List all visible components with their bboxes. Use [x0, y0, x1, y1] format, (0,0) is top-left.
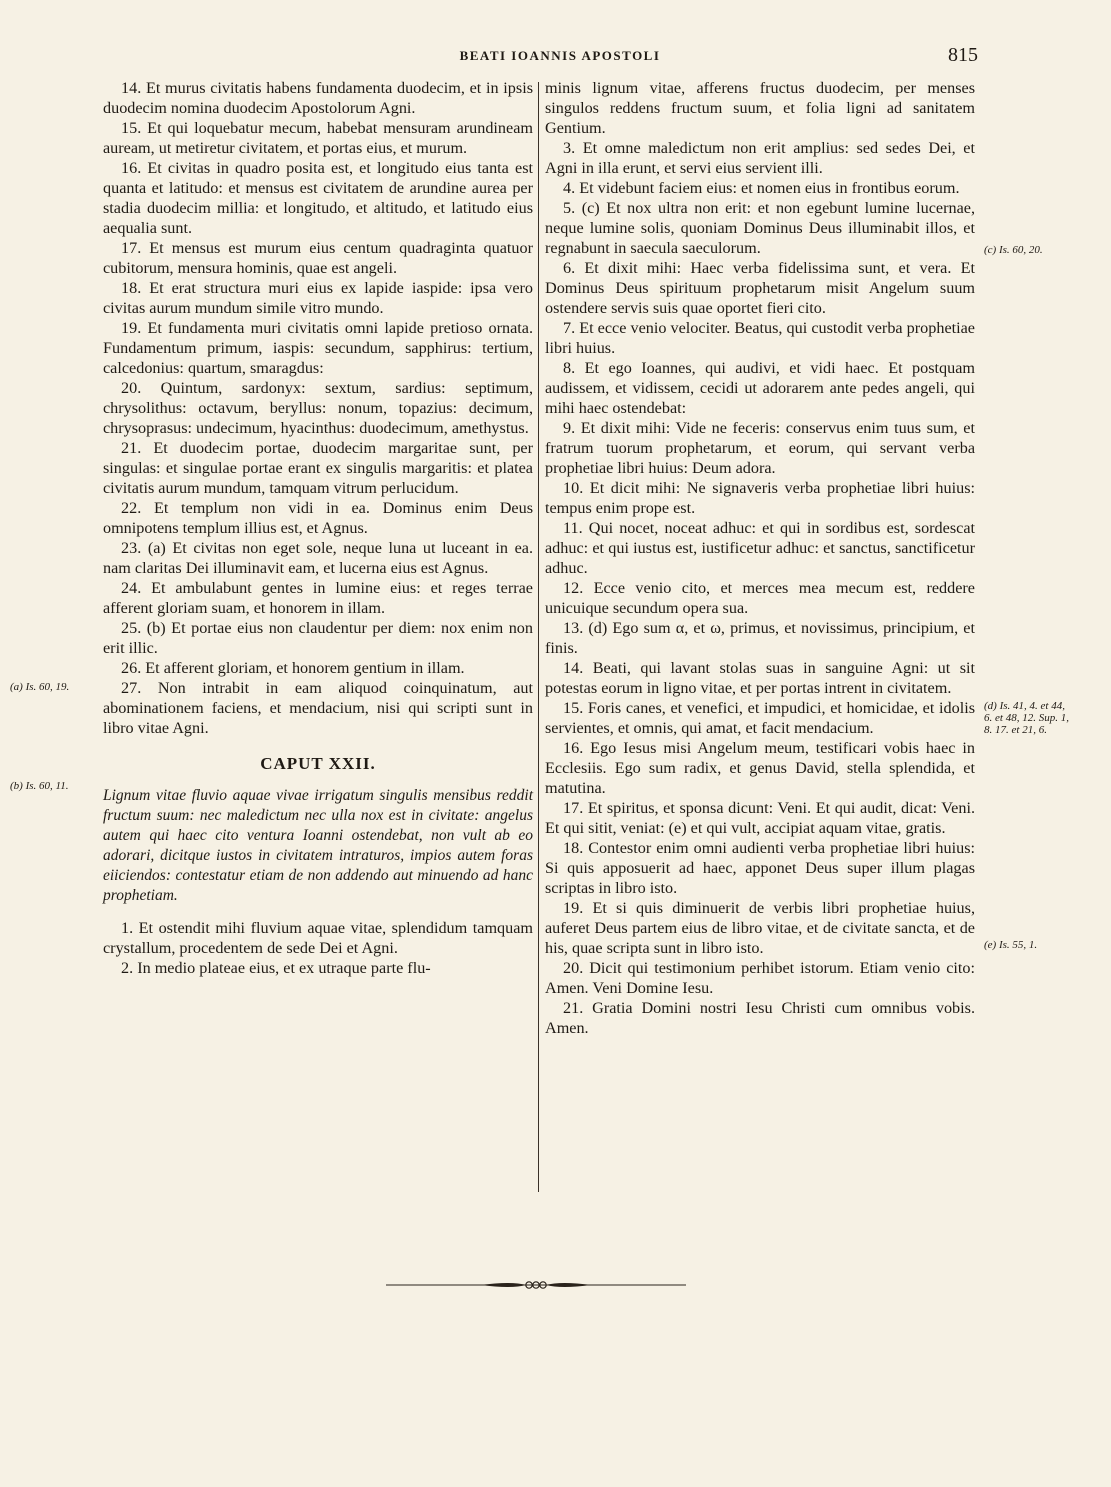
- verse: 27. Non intrabit in eam aliquod coinquinatum, aut abominationem faciens, et mendacium, nisi qui scripti sunt in libro vitae Agni.: [103, 679, 533, 737]
- running-header: BEATI IOANNIS APOSTOLI: [459, 48, 661, 63]
- chapter-summary: Lignum vitae fluvio aquae vivae irrigatum singulis mensibus reddit fructum suum: nec maledictum nec ulla nox est in civitate: angelus autem qui haec cito ventura Ioanni ostendebat, non vult ab eo adorari, dicitque iustos in civitatem intraturos, impios autem foras eiiciendos: contestatur etiam de non addendo aut minuendo ad hanc prophetiam.: [103, 787, 533, 904]
- verse: 26. Et afferent gloriam, et honorem gentium in illam.: [121, 659, 465, 677]
- verse: 12. Ecce venio cito, et merces mea mecum est, reddere unicuique secundum opera sua.: [545, 579, 975, 617]
- verse-continuation: minis lignum vitae, afferens fructus duodecim, per menses singulos reddens fructum suum, et folia ligni ad sanitatem Gentium.: [545, 79, 975, 137]
- margin-note-a: (a) Is. 60, 19.: [10, 681, 70, 693]
- verse: 1. Et ostendit mihi fluvium aquae vitae, splendidum tamquam crystallum, procedentem de sede Dei et Agni.: [103, 919, 533, 957]
- verse: 20. Quintum, sardonyx: sextum, sardius: septimum, chrysolithus: octavum, beryllus: nonum, topazius: decimum, chrysoprasus: undecimum, hyacinthus: duodecimum, amethystus.: [103, 379, 533, 437]
- verse: 16. Et civitas in quadro posita est, et longitudo eius tanta est quanta et latitudo: et mensus est civitatem de arundine aurea per stadia duodecim millia: et longitudo, et altitudo, et latitudo eius aequalia sunt.: [103, 159, 533, 237]
- verse: 2. In medio plateae eius, et ex utraque parte flu-: [121, 959, 431, 977]
- verse: 16. Ego Iesus misi Angelum meum, testificari vobis haec in Ecclesiis. Ego sum radix, et genus David, stella splendida, et matutina.: [545, 739, 975, 797]
- verse: 7. Et ecce venio velociter. Beatus, qui custodit verba prophetiae libri huius.: [545, 319, 975, 357]
- verse: 23. (a) Et civitas non eget sole, neque luna ut luceant in ea. nam claritas Dei illuminavit eam, et lucerna eius est Agnus.: [103, 539, 533, 577]
- verse: 20. Dicit qui testimonium perhibet istorum. Etiam venio cito: Amen. Veni Domine Iesu.: [545, 959, 975, 997]
- verse: 14. Beati, qui lavant stolas suas in sanguine Agni: ut sit potestas eorum in ligno vitae, et per portas intrent in civitatem.: [545, 659, 975, 697]
- verse: 17. Et mensus est murum eius centum quadraginta quatuor cubitorum, mensura hominis, quae est angeli.: [103, 239, 533, 277]
- margin-note-e: (e) Is. 55, 1.: [984, 939, 1038, 951]
- verse: 15. Foris canes, et venefici, et impudici, et homicidae, et idolis servientes, et omnis, qui amat, et facit mendacium.: [545, 699, 975, 737]
- verse: 11. Qui nocet, noceat adhuc: et qui in sordibus est, sordescat adhuc: et qui iustus est, iustificetur adhuc: et sanctus, sanctificetur adhuc.: [545, 519, 975, 577]
- verse: 9. Et dixit mihi: Vide ne feceris: conservus enim tuus sum, et fratrum tuorum prophetarum, et eorum, qui servant verba prophetiae libri huius: Deum adora.: [545, 419, 975, 477]
- verse: 10. Et dicit mihi: Ne signaveris verba prophetiae libri huius: tempus enim prope est.: [545, 479, 975, 517]
- end-ornament: [386, 1278, 686, 1292]
- verse: 18. Et erat structura muri eius ex lapide iaspide: ipsa vero civitas aurum mundum simile vitro mundo.: [103, 279, 533, 317]
- verse: 22. Et templum non vidi in ea. Dominus enim Deus omnipotens templum illius est, et Agnus.: [103, 499, 533, 537]
- verse: 25. (b) Et portae eius non claudentur per diem: nox enim non erit illic.: [103, 619, 533, 657]
- margin-note-c: (c) Is. 60, 20.: [984, 244, 1043, 256]
- verse: 8. Et ego Ioannes, qui audivi, et vidi haec. Et postquam audissem, et vidissem, cecidi ut adorarem ante pedes angeli, qui mihi haec ostendebat:: [545, 359, 975, 417]
- verse: 19. Et fundamenta muri civitatis omni lapide pretioso ornata. Fundamentum primum, iaspis: secundum, sapphirus: tertium, calcedonius: quartum, smaragdus:: [103, 319, 533, 377]
- page-number: 815: [948, 44, 978, 66]
- verse: 5. (c) Et nox ultra non erit: et non egebunt lumine lucernae, neque lumine solis, quoniam Dominus Deus illuminabit illos, et regnabunt in saecula saeculorum.: [545, 199, 975, 257]
- verse: 21. Gratia Domini nostri Iesu Christi cum omnibus vobis. Amen.: [545, 999, 975, 1037]
- verse: 13. (d) Ego sum α, et ω, primus, et novissimus, principium, et finis.: [545, 619, 975, 657]
- verse: 14. Et murus civitatis habens fundamenta duodecim, et in ipsis duodecim nomina duodecim Apostolorum Agni.: [103, 79, 533, 117]
- verse: 15. Et qui loquebatur mecum, habebat mensuram arundineam auream, ut metiretur civitatem, et portas eius, et murum.: [103, 119, 533, 157]
- column-divider: [538, 82, 539, 1192]
- margin-note-d: (d) Is. 41, 4. et 44, 6. et 48, 12. Sup. 1, 8. 17. et 21, 6.: [984, 700, 1069, 736]
- chapter-heading: CAPUT XXII.: [260, 754, 376, 773]
- verse: 21. Et duodecim portae, duodecim margaritae sunt, per singulas: et singulae portae erant ex singulis margaritis: et platea civitatis aurum mundum, tamquam vitrum perlucidum.: [103, 439, 533, 497]
- verse: 19. Et si quis diminuerit de verbis libri prophetiae huius, auferet Deus partem eius de libro vitae, et de civitate sancta, et de his, quae scripta sunt in libro isto.: [545, 899, 975, 957]
- left-column: [103, 78, 533, 978]
- verse: 18. Contestor enim omni audienti verba prophetiae libri huius: Si quis apposuerit ad haec, apponet Deus super illum plagas scriptas in libro isto.: [545, 839, 975, 897]
- verse: 24. Et ambulabunt gentes in lumine eius: et reges terrae afferent gloriam suam, et honorem in illam.: [103, 579, 533, 617]
- verse: 6. Et dixit mihi: Haec verba fidelissima sunt, et vera. Et Dominus Deus spirituum prophetarum misit Angelum suum ostendere servis suis quae oportet fieri cito.: [545, 259, 975, 317]
- right-column: [545, 78, 975, 1038]
- verse: 3. Et omne maledictum non erit amplius: sed sedes Dei, et Agni in illa erunt, et servi eius servient illi.: [545, 139, 975, 177]
- verse: 17. Et spiritus, et sponsa dicunt: Veni. Et qui audit, dicat: Veni. Et qui sitit, veniat: (e) et qui vult, accipiat aquam vitae, gratis.: [545, 799, 975, 837]
- margin-note-b: (b) Is. 60, 11.: [10, 780, 69, 792]
- verse: 4. Et videbunt faciem eius: et nomen eius in frontibus eorum.: [563, 179, 960, 197]
